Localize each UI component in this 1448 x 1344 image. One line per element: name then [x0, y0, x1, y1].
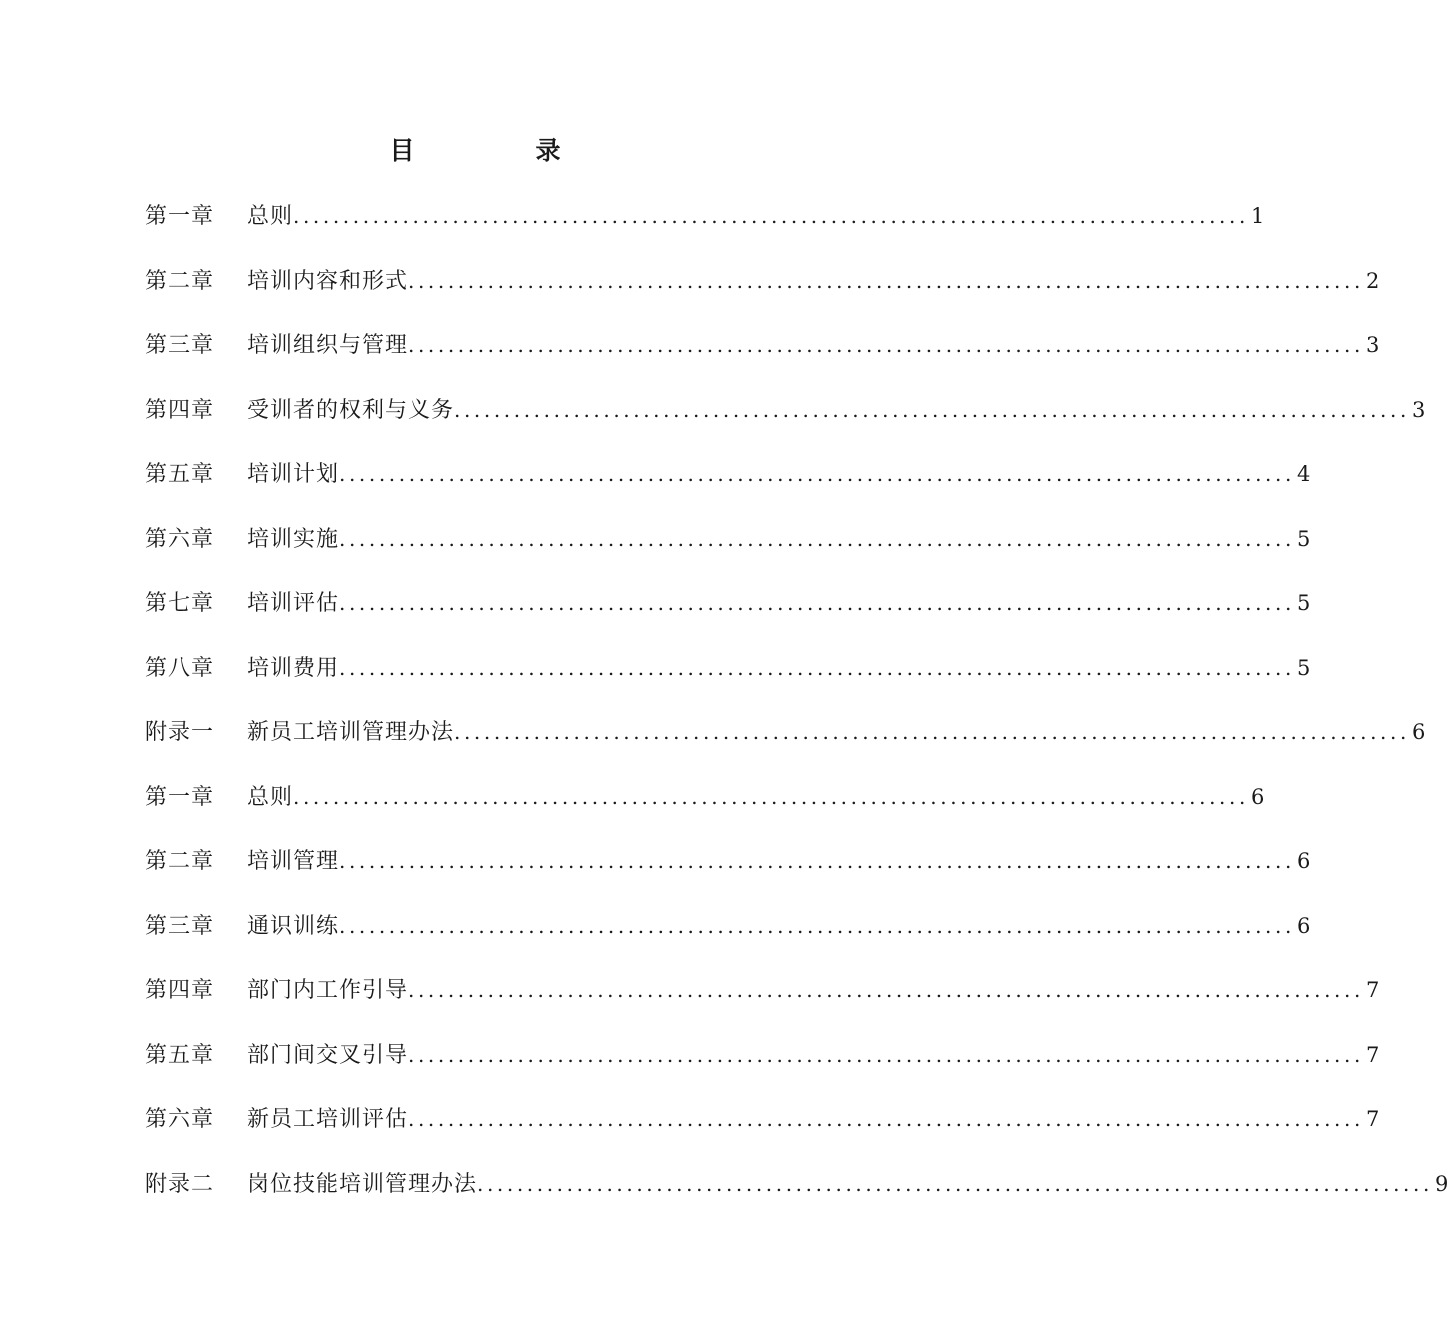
- toc-entry-title: 培训评估: [247, 591, 340, 616]
- toc-entry[interactable]: [145, 1099, 1380, 1164]
- dot-leader: ................................................................................................: [408, 268, 1364, 293]
- toc-entry-title: 培训计划: [247, 462, 340, 487]
- toc-entry-title: 新员工培训评估: [247, 1107, 409, 1132]
- toc-entry[interactable]: [145, 1164, 1448, 1229]
- toc-entry-title: 通识训练: [247, 913, 340, 939]
- toc-entry[interactable]: [145, 970, 1380, 1035]
- dot-leader: ................................................................................................: [339, 591, 1295, 615]
- dot-leader: ................................................................................................: [408, 1107, 1364, 1131]
- toc-chapter-label: 第六章: [145, 526, 215, 552]
- toc-page-number: 5: [1296, 526, 1311, 551]
- toc-entry[interactable]: [145, 390, 1426, 455]
- dot-leader: ................................................................................................: [339, 526, 1295, 551]
- toc-chapter-label: 第四章: [145, 978, 215, 1003]
- toc-entry[interactable]: [145, 777, 1265, 842]
- toc-page-number: 6: [1250, 784, 1265, 809]
- toc-page-number: 2: [1365, 268, 1380, 293]
- toc-entry[interactable]: [145, 261, 1380, 326]
- toc-page-number: 5: [1296, 655, 1311, 680]
- toc-chapter-label: 第三章: [145, 913, 215, 939]
- toc-entry[interactable]: [145, 325, 1380, 390]
- dot-leader: ................................................................................................: [408, 333, 1364, 357]
- toc-chapter-label: 第八章: [145, 655, 215, 681]
- toc-entry[interactable]: [145, 841, 1311, 906]
- toc-chapter-label: 第二章: [145, 268, 215, 294]
- toc-entry[interactable]: [145, 648, 1311, 713]
- dot-leader: ................................................................................................: [477, 1171, 1433, 1196]
- toc-entry-title: 总则: [247, 204, 294, 229]
- toc-entry-title: 部门内工作引导: [247, 978, 409, 1003]
- toc-entry[interactable]: [145, 1035, 1380, 1100]
- dot-leader: ................................................................................................: [339, 655, 1295, 680]
- dot-leader: ................................................................................................: [339, 913, 1295, 938]
- dot-leader: ................................................................................................: [293, 784, 1249, 809]
- toc-page-number: 7: [1365, 1042, 1380, 1067]
- toc-entry-title: 培训实施: [247, 526, 340, 552]
- toc-entry-title: 新员工培训管理办法: [247, 720, 455, 745]
- dot-leader: ................................................................................................: [408, 978, 1364, 1002]
- toc-entry[interactable]: [145, 519, 1311, 584]
- toc-page-number: 6: [1411, 720, 1426, 744]
- toc-chapter-label: 附录一: [145, 720, 215, 745]
- toc-chapter-label: 第五章: [145, 462, 215, 487]
- toc-page-number: 7: [1365, 1107, 1380, 1131]
- toc-page-number: 9: [1434, 1171, 1448, 1196]
- toc-entry-title: 总则: [247, 784, 294, 810]
- toc-entry-title: 培训组织与管理: [247, 333, 409, 358]
- toc-entry-title: 部门间交叉引导: [247, 1042, 409, 1068]
- toc-page-number: 3: [1365, 333, 1380, 357]
- toc-heading: 目 录: [389, 136, 609, 165]
- toc-chapter-label: 第一章: [145, 784, 215, 810]
- toc-page-number: 6: [1296, 849, 1311, 873]
- toc-page-number: 5: [1296, 591, 1311, 615]
- toc-chapter-label: 第三章: [145, 333, 215, 358]
- toc-entry-title: 岗位技能培训管理办法: [247, 1171, 478, 1197]
- toc-entry[interactable]: [145, 712, 1426, 777]
- toc-entry-title: 培训内容和形式: [247, 268, 409, 294]
- dot-leader: ................................................................................................: [454, 720, 1410, 744]
- toc-entry[interactable]: [145, 583, 1311, 648]
- toc-chapter-label: 第四章: [145, 397, 215, 423]
- dot-leader: ................................................................................................: [339, 462, 1295, 486]
- toc-page-number: 7: [1365, 978, 1380, 1002]
- toc-list: [145, 196, 1448, 1228]
- toc-page-number: 4: [1296, 462, 1311, 486]
- dot-leader: ................................................................................................: [339, 849, 1295, 873]
- dot-leader: ................................................................................................: [454, 397, 1410, 422]
- toc-chapter-label: 第七章: [145, 591, 215, 616]
- toc-chapter-label: 第五章: [145, 1042, 215, 1068]
- toc-entry-title: 受训者的权利与义务: [247, 397, 455, 423]
- toc-page-number: 1: [1250, 204, 1265, 228]
- toc-chapter-label: 第六章: [145, 1107, 215, 1132]
- toc-chapter-label: 第二章: [145, 849, 215, 874]
- toc-entry-title: 培训费用: [247, 655, 340, 681]
- toc-entry[interactable]: [145, 906, 1311, 971]
- toc-chapter-label: 第一章: [145, 204, 215, 229]
- dot-leader: ................................................................................................: [293, 204, 1249, 228]
- dot-leader: ................................................................................................: [408, 1042, 1364, 1067]
- toc-entry[interactable]: [145, 454, 1311, 519]
- toc-page-number: 3: [1411, 397, 1426, 422]
- toc-chapter-label: 附录二: [145, 1171, 215, 1197]
- toc-entry-title: 培训管理: [247, 849, 340, 874]
- toc-entry[interactable]: [145, 196, 1265, 261]
- toc-page-number: 6: [1296, 913, 1311, 938]
